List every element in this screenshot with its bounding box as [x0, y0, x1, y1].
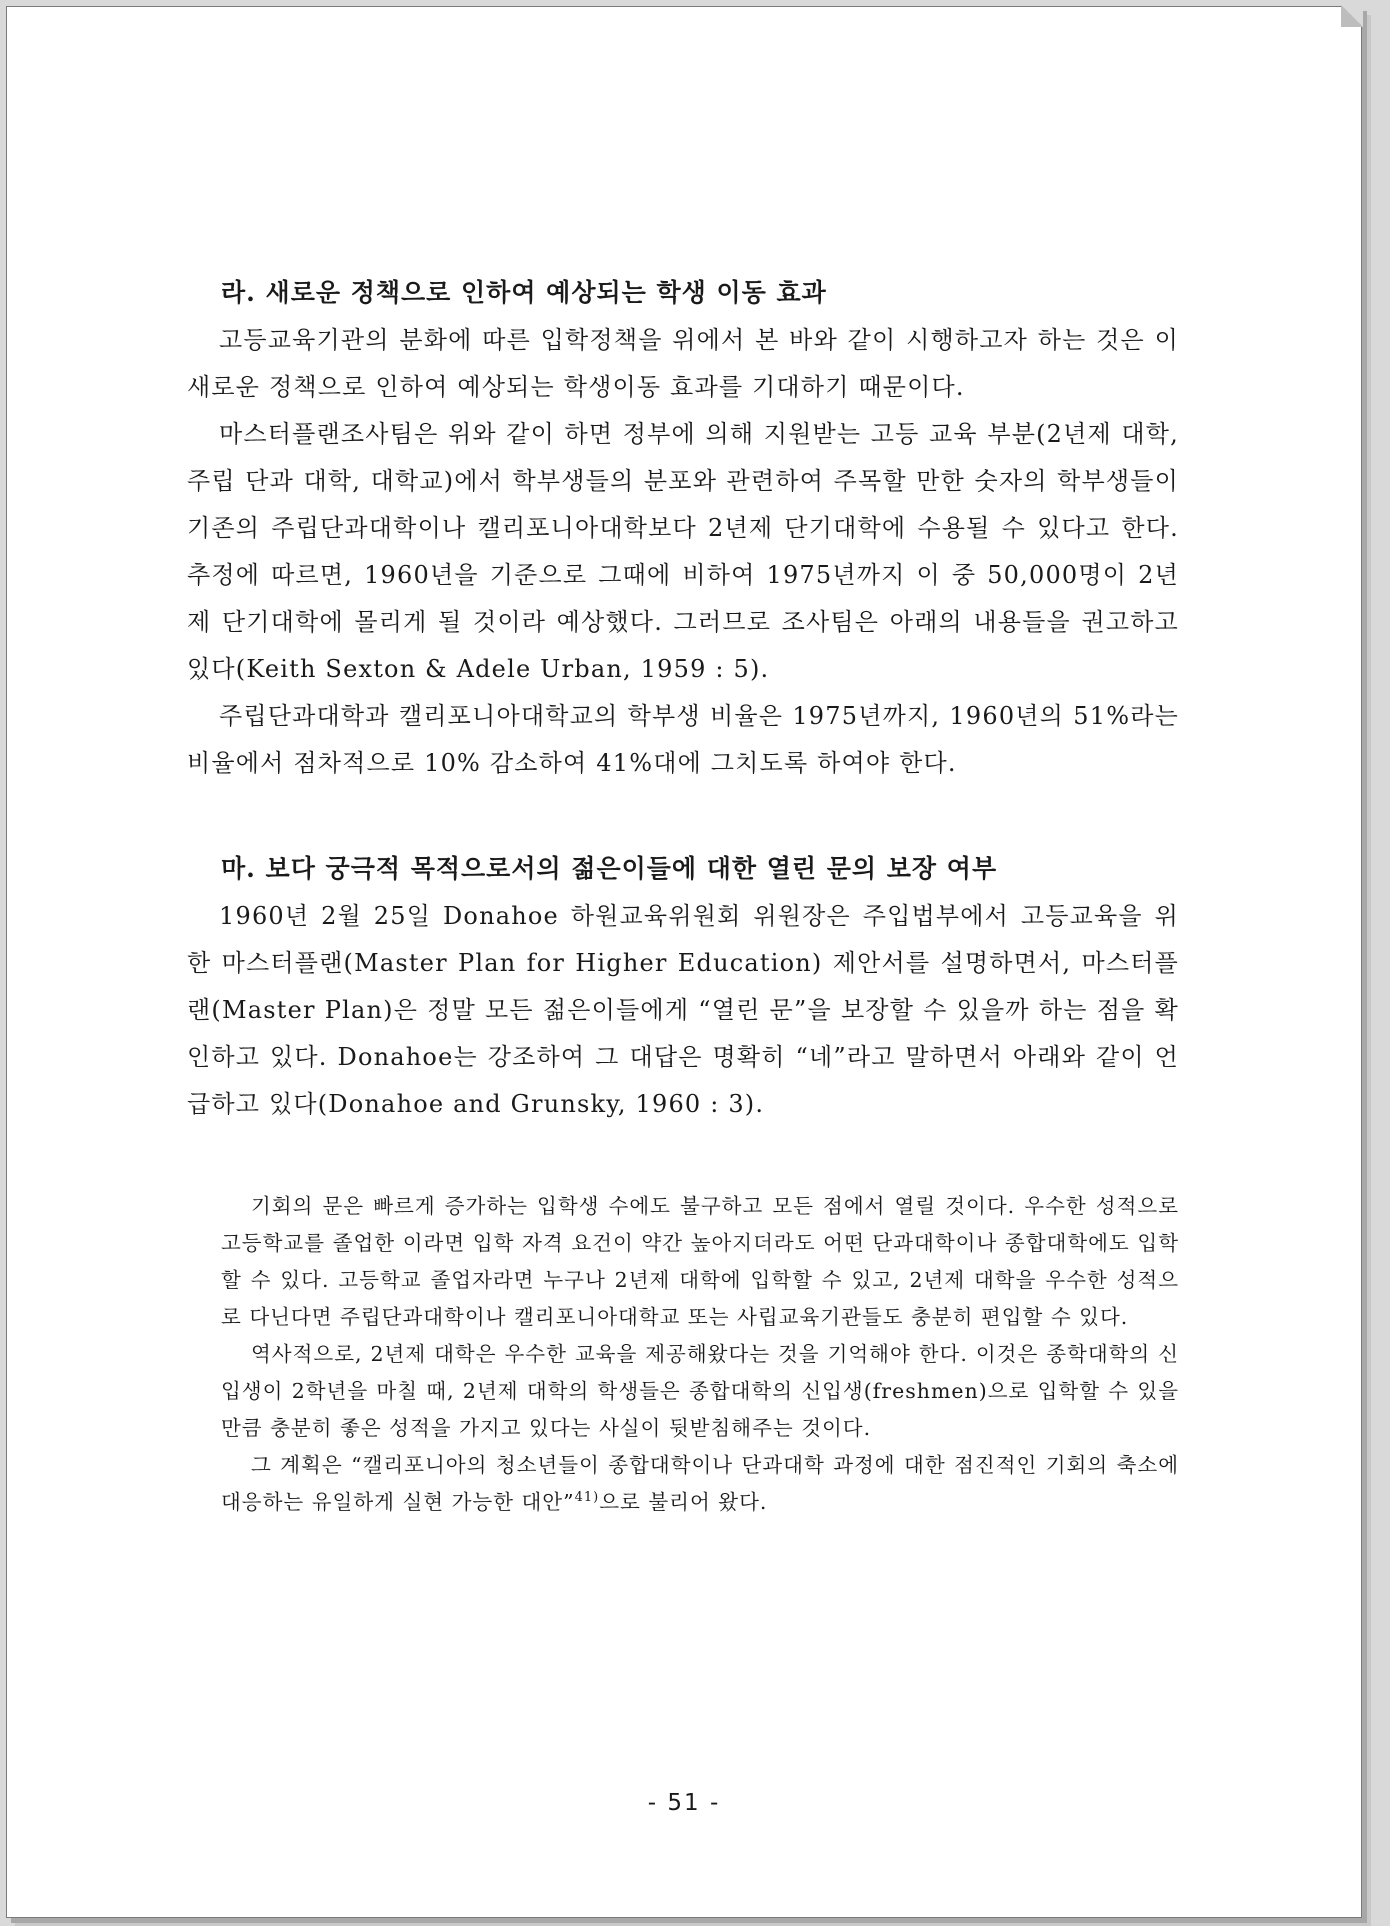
page-corner-fold: [1341, 5, 1363, 27]
section-heading-ra: 라. 새로운 정책으로 인하여 예상되는 학생 이동 효과: [221, 278, 827, 307]
quote-paragraph: 기회의 문은 빠르게 증가하는 입학생 수에도 불구하고 모든 점에서 열릴 것이다. 우수한 성적으로 고등학교를 졸업한 이라면 입학 자격 요건이 약간 높아지더라도 어떤 단과대학이나 종합대학에도 입학할 수 있다. 고등학교 졸업자라면 누구나 2년제 대학에 입학할 수 있고, 2년제 대학을 우수한 성적으로 다닌다면 주립단과대학이나 캘리포니아대학교 또는 사립교육기관들도 충분히 편입할 수 있다.: [221, 1194, 1179, 1329]
paragraph: 고등교육기관의 분화에 따른 입학정책을 위에서 본 바와 같이 시행하고자 하는 것은 이 새로운 정책으로 인하여 예상되는 학생이동 효과를 기대하기 때문이다.: [187, 326, 1179, 401]
quote-paragraph: 역사적으로, 2년제 대학은 우수한 교육을 제공해왔다는 것을 기억해야 한다. 이것은 종학대학의 신입생이 2학년을 마칠 때, 2년제 대학의 학생들은 종합대학의 신입생(freshmen)으로 입학할 수 있을 만큼 충분히 좋은 성적을 가지고 있다는 사실이 뒷받침해주는 것이다.: [221, 1342, 1179, 1440]
paragraph: 주립단과대학과 캘리포니아대학교의 학부생 비율은 1975년까지, 1960년의 51%라는 비율에서 점차적으로 10% 감소하여 41%대에 그치도록 하여야 한다.: [187, 702, 1179, 777]
block-quote: [221, 1188, 1179, 1521]
paragraph: 1960년 2월 25일 Donahoe 하원교육위원회 위원장은 주입법부에서 고등교육을 위한 마스터플랜(Master Plan for Higher Education) 제안서를 설명하면서, 마스터플랜(Master Plan)은 정말 모든 젊은이들에게 “열린 문”을 보장할 수 있을까 하는 점을 확인하고 있다. Donahoe는 강조하여 그 대답은 명확히 “네”라고 말하면서 아래와 같이 언급하고 있다(Donahoe and Grunsky, 1960 : 3).: [187, 902, 1179, 1118]
page-number: - 51 -: [647, 1790, 721, 1816]
footnote-reference[interactable]: 41): [574, 1490, 600, 1506]
quote-paragraph: [221, 1447, 1179, 1521]
section-heading-ma: 마. 보다 궁극적 목적으로서의 젊은이들에 대한 열린 문의 보장 여부: [221, 854, 998, 883]
quote-text-tail: 으로 불리어 왔다.: [599, 1490, 768, 1514]
document-page: [6, 6, 1362, 1918]
quote-text: 그 계획은 “캘리포니아의 청소년들이 종합대학이나 단과대학 과정에 대한 점진적인 기회의 축소에 대응하는 유일하게 실현 가능한 대안”: [221, 1453, 1179, 1514]
paragraph: 마스터플랜조사팀은 위와 같이 하면 정부에 의해 지원받는 고등 교육 부분(2년제 대학, 주립 단과 대학, 대학교)에서 학부생들의 분포와 관련하여 주목할 만한 숫자의 학부생들이 기존의 주립단과대학이나 캘리포니아대학보다 2년제 단기대학에 수용될 수 있다고 한다. 추정에 따르면, 1960년을 기준으로 그때에 비하여 1975년까지 이 중 50,000명이 2년제 단기대학에 몰리게 될 것이라 예상했다. 그러므로 조사팀은 아래의 내용들을 권고하고 있다(Keith Sexton & Adele Urban, 1959 : 5).: [187, 420, 1179, 683]
page-body: [187, 269, 1179, 1521]
